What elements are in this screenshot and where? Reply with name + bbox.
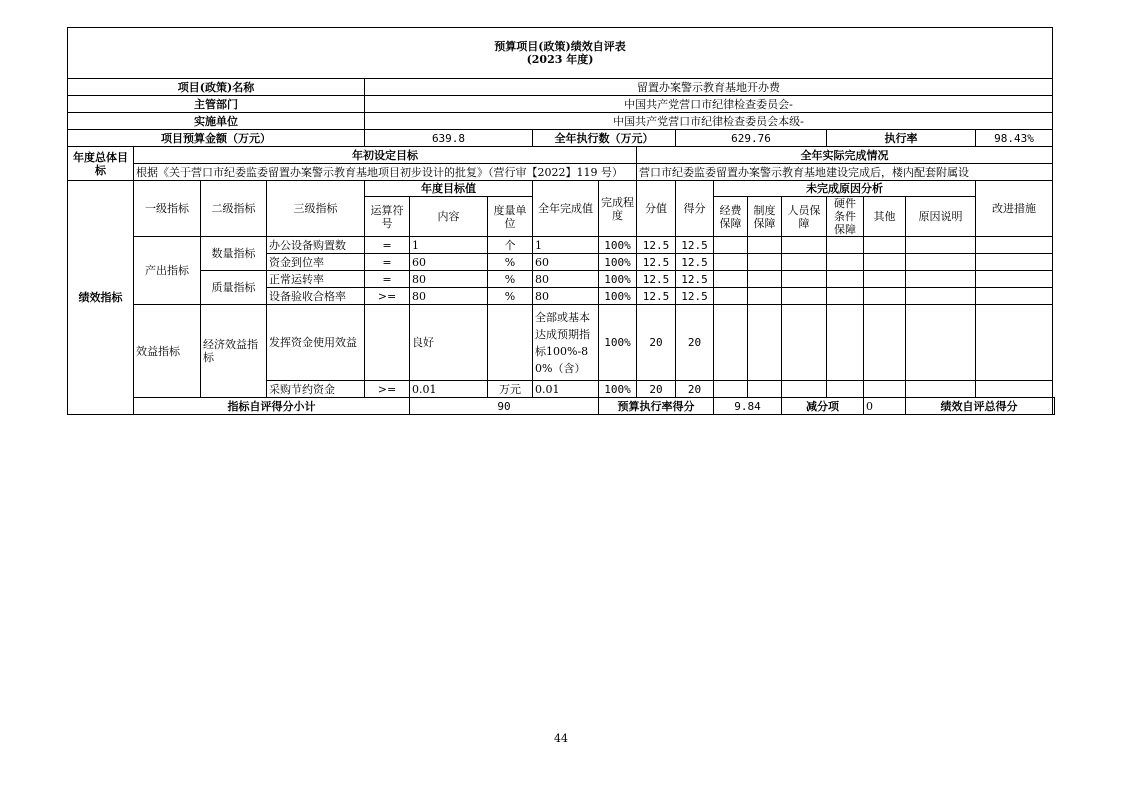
row-op (365, 305, 410, 381)
row-improve (976, 305, 1053, 381)
evaluation-sheet (67, 27, 1055, 415)
header-improve: 改进措施 (976, 181, 1053, 237)
row-unit: % (488, 288, 533, 305)
row-degree: 100% (599, 271, 637, 288)
row-done: 80 (533, 271, 599, 288)
row-improve (976, 237, 1053, 254)
row-reason-staff (782, 237, 827, 254)
row-reason-other (864, 288, 906, 305)
row-done: 全部或基本达成预期指标100%-80%（含） (533, 305, 599, 381)
row-name: 正常运转率 (267, 271, 365, 288)
header-reason-fund: 经费保障 (714, 197, 748, 237)
header-reason-other: 其他 (864, 197, 906, 237)
row-reason-hardware (827, 305, 864, 381)
group-benefit: 效益指标 (134, 305, 201, 398)
row-content: 0.01 (410, 381, 488, 398)
annual-goal-label: 年度总体目标 (68, 147, 134, 181)
row-value: 20 (637, 381, 676, 398)
header-reason-hardware: 硬件条件保障 (827, 197, 864, 237)
row-reason-hardware (827, 254, 864, 271)
title-line-1: 预算项目(政策)绩效自评表 (494, 40, 626, 53)
row-content: 1 (410, 237, 488, 254)
row-improve (976, 381, 1053, 398)
row-content: 80 (410, 288, 488, 305)
header-done: 全年完成值 (533, 181, 599, 237)
row-degree: 100% (599, 254, 637, 271)
budget-label: 项目预算金额（万元） (68, 130, 365, 147)
row-unit: % (488, 254, 533, 271)
subtotal-label: 指标自评得分小计 (134, 398, 410, 415)
header-op: 运算符号 (365, 197, 410, 237)
row-degree: 100% (599, 381, 637, 398)
header-reason-system: 制度保障 (748, 197, 782, 237)
row-degree: 100% (599, 288, 637, 305)
header-reason-note: 原因说明 (906, 197, 976, 237)
row-name: 办公设备购置数 (267, 237, 365, 254)
row-reason-fund (714, 381, 748, 398)
row-value: 12.5 (637, 254, 676, 271)
header-content: 内容 (410, 197, 488, 237)
perf-indicator-label: 绩效指标 (68, 181, 134, 415)
header-unit: 度量单位 (488, 197, 533, 237)
form-title (68, 28, 1053, 79)
row-degree: 100% (599, 305, 637, 381)
initial-goal-text: 根据《关于营口市纪委监委留置办案警示教育基地项目初步设计的批复》（营行审【2022】119 号） (134, 164, 637, 181)
row-score: 12.5 (676, 254, 714, 271)
row-reason-note (906, 271, 976, 288)
dept-label: 主管部门 (68, 96, 365, 113)
row-name: 发挥资金使用效益 (267, 305, 365, 381)
row-reason-hardware (827, 381, 864, 398)
self-evaluation-table (67, 27, 1055, 415)
row-name: 采购节约资金 (267, 381, 365, 398)
row-reason-system (748, 254, 782, 271)
subtotal-value: 90 (410, 398, 599, 415)
row-done: 60 (533, 254, 599, 271)
row-reason-note (906, 254, 976, 271)
project-name-label: 项目(政策)名称 (68, 79, 365, 96)
row-op: >= (365, 288, 410, 305)
header-score-value: 分值 (637, 181, 676, 237)
row-reason-fund (714, 237, 748, 254)
row-done: 80 (533, 288, 599, 305)
row-reason-fund (714, 305, 748, 381)
budget-value: 639.8 (365, 130, 533, 147)
header-degree: 完成程度 (599, 181, 637, 237)
exec-value: 629.76 (676, 130, 827, 147)
row-unit (488, 305, 533, 381)
exec-label: 全年执行数（万元） (533, 130, 676, 147)
row-reason-other (864, 305, 906, 381)
project-name: 留置办案警示教育基地开办费 (365, 79, 1053, 96)
row-reason-fund (714, 288, 748, 305)
deduct-value: 0 (864, 398, 906, 415)
header-score: 得分 (676, 181, 714, 237)
row-op: = (365, 271, 410, 288)
row-content: 60 (410, 254, 488, 271)
row-reason-note (906, 288, 976, 305)
total-value (1053, 398, 1055, 415)
row-reason-other (864, 237, 906, 254)
row-value: 20 (637, 305, 676, 381)
header-level3: 三级指标 (267, 181, 365, 237)
row-score: 12.5 (676, 271, 714, 288)
header-reason-group: 未完成原因分析 (714, 181, 976, 197)
exec-score-label: 预算执行率得分 (599, 398, 714, 415)
unit-label: 实施单位 (68, 113, 365, 130)
row-op: = (365, 237, 410, 254)
row-reason-other (864, 381, 906, 398)
row-score: 20 (676, 305, 714, 381)
row-unit: % (488, 271, 533, 288)
rate-value: 98.43% (976, 130, 1053, 147)
row-reason-hardware (827, 237, 864, 254)
row-value: 12.5 (637, 271, 676, 288)
row-reason-hardware (827, 288, 864, 305)
row-reason-note (906, 237, 976, 254)
row-value: 12.5 (637, 288, 676, 305)
group-economic: 经济效益指标 (201, 305, 267, 398)
row-reason-system (748, 381, 782, 398)
unit-value: 中国共产党营口市纪律检查委员会本级- (365, 113, 1053, 130)
row-value: 12.5 (637, 237, 676, 254)
total-label: 绩效自评总得分 (906, 398, 1053, 415)
row-content: 良好 (410, 305, 488, 381)
rate-label: 执行率 (827, 130, 976, 147)
row-improve (976, 271, 1053, 288)
row-reason-system (748, 288, 782, 305)
actual-goal-label: 全年实际完成情况 (637, 147, 1053, 164)
deduct-label: 减分项 (782, 398, 864, 415)
exec-score-value: 9.84 (714, 398, 782, 415)
row-score: 12.5 (676, 288, 714, 305)
header-reason-staff: 人员保障 (782, 197, 827, 237)
row-reason-note (906, 381, 976, 398)
row-reason-fund (714, 271, 748, 288)
row-reason-staff (782, 288, 827, 305)
row-name: 资金到位率 (267, 254, 365, 271)
row-reason-other (864, 271, 906, 288)
row-op: >= (365, 381, 410, 398)
header-level1: 一级指标 (134, 181, 201, 237)
row-score: 20 (676, 381, 714, 398)
row-unit: 万元 (488, 381, 533, 398)
dept-value: 中国共产党营口市纪律检查委员会- (365, 96, 1053, 113)
row-reason-note (906, 305, 976, 381)
initial-goal-label: 年初设定目标 (134, 147, 637, 164)
row-reason-staff (782, 381, 827, 398)
row-reason-fund (714, 254, 748, 271)
actual-goal-text: 营口市纪委监委留置办案警示教育基地建设完成后，楼内配套附属设 (637, 164, 1053, 181)
title-line-2: (2023 年度) (526, 53, 594, 66)
row-unit: 个 (488, 237, 533, 254)
row-reason-hardware (827, 271, 864, 288)
row-name: 设备验收合格率 (267, 288, 365, 305)
row-reason-system (748, 305, 782, 381)
group-quality: 质量指标 (201, 271, 267, 305)
row-improve (976, 288, 1053, 305)
row-improve (976, 254, 1053, 271)
row-reason-staff (782, 271, 827, 288)
row-score: 12.5 (676, 237, 714, 254)
row-reason-staff (782, 305, 827, 381)
group-output: 产出指标 (134, 237, 201, 305)
row-degree: 100% (599, 237, 637, 254)
row-reason-other (864, 254, 906, 271)
row-reason-staff (782, 254, 827, 271)
row-reason-system (748, 237, 782, 254)
header-target-group: 年度目标值 (365, 181, 533, 197)
page-number: 44 (554, 732, 568, 745)
row-reason-system (748, 271, 782, 288)
row-done: 0.01 (533, 381, 599, 398)
header-level2: 二级指标 (201, 181, 267, 237)
row-done: 1 (533, 237, 599, 254)
row-content: 80 (410, 271, 488, 288)
row-op: = (365, 254, 410, 271)
group-quantity: 数量指标 (201, 237, 267, 271)
